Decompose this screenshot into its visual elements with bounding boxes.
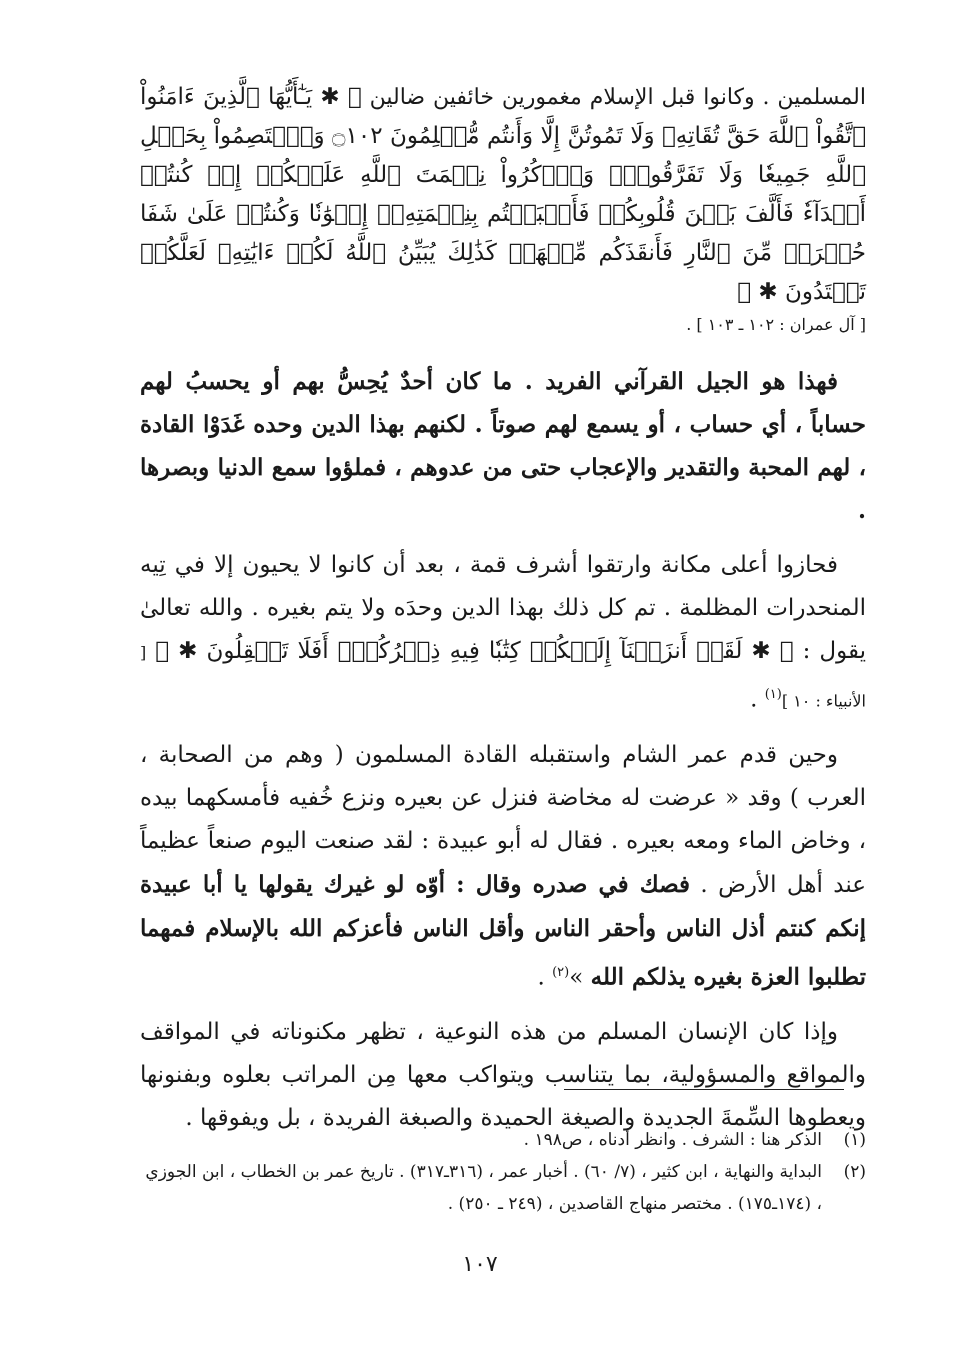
end-mark: . <box>537 964 545 991</box>
footnotes <box>140 1124 866 1220</box>
footnote-ref-2[interactable]: (٢) <box>552 964 570 980</box>
footnote-2 <box>140 1156 866 1220</box>
citation-al-imran: [ آل عمران : ١٠٢ ـ ١٠٣ ] . <box>686 315 866 334</box>
paragraph-quranic-generation: فهذا هو الجيل القرآني الفريد . ما كان أحدٌ يُحِسُّ بهم أو يحسبُ لهم حساباً ، أي حساب ، أو يسمع لهم صوتاً . لكنهم بهذا الدين وحده غَدَوْا القادة ، لهم المحبة والتقدير والإعجاب حتى من عدوهم ، فملؤوا سمع الدنيا وبصرها . <box>140 368 866 524</box>
footnote-ref-1[interactable]: (١) <box>764 687 782 702</box>
quote-close: » <box>569 964 584 991</box>
quran-verse-al-anbiya: ﴿ ✱ لَقَدۡ أَنزَلۡنَآ إِلَيۡكُمۡ كِتَٰبٗا فِيهِ ذِكۡرُكُمۡۚ أَفَلَا تَعۡقِلُونَ ✱ ﴾ <box>155 638 794 664</box>
umar-quote: فصك في صدره وقال : أوّه لو غيرك يقولها يا أبا عبيدة إنكم كنتم أذل الناس وأحقر الناس وأقل الناس فأعزكم الله بالإسلام فمهما تطلبوا العزة بغيره يذلكم الله <box>140 870 866 991</box>
paragraph-muslim-person: وإذا كان الإنسان المسلم من هذه النوعية ، تظهر مكنوناته في المواقف والمواقع والمسؤولية، بما يتناسب ويتواكب معها مِن المراتب بعلوه وبفنونها ويعطوها السِّمةَ الجديدة والصيغة الحميدة والصبغة الفريدة ، بل ويفوقها . <box>140 1019 866 1132</box>
footnote-number: (٢) <box>843 1162 866 1182</box>
intro-text: المسلمين . وكانوا قبل الإسلام مغمورين خائفين ضالين <box>369 85 866 110</box>
end-mark: . <box>750 686 758 713</box>
paragraph-text: وحين قدم عمر الشام واستقبله القادة المسلمون ( وهم من الصحابة ، العرب ) وقد « عرضت له مخاضة فنزل عن بعيره ونزع خُفيه فأمسكهما بيده ، وخاض الماء ومعه بعيره . فقال له أبو عبيدة : لقد صنعت اليوم صنعاً عظيماً عند أهل الأرض . <box>140 741 866 898</box>
footnote-text: الذكر هنا : الشرف . وانظر أدناه ، ص١٩٨ . <box>523 1130 822 1150</box>
footnote-text: البداية والنهاية ، ابن كثير ، (٧/ ٦٠) . أخبار عمر ، (٣١٦ـ٣١٧) . تاريخ عمر بن الخطاب ، ابن الجوزي ، (١٧٤ـ١٧٥) . مختصر منهاج القاصدين ، (٢٤٩ ـ ٢٥٠) . <box>145 1162 822 1214</box>
page-number: ١٠٧ <box>462 1252 498 1277</box>
paragraph-high-status <box>140 544 866 722</box>
quran-verse-al-imran: ﴿ ✱ يَـٰٓأَيُّهَا ٱلَّذِينَ ءَامَنُواْ ٱتَّقُواْ ٱللَّهَ حَقَّ تُقَاتِهِۦ وَلَا تَمُوتُنَّ إِلَّا وَأَنتُم مُّسۡلِمُونَ ۝١٠٢ وَٱعۡتَصِمُواْ بِحَبۡلِ ٱللَّهِ جَمِيعٗا وَلَا تَفَرَّقُواْۚ وَٱذۡكُرُواْ نِعۡمَتَ ٱللَّهِ عَلَيۡكُمۡ إِذۡ كُنتُمۡ أَعۡدَآءٗ فَأَلَّفَ بَيۡنَ قُلُوبِكُمۡ فَأَصۡبَحۡتُم بِنِعۡمَتِهِۦٓ إِخۡوَٰنٗا وَكُنتُمۡ عَلَىٰ شَفَا حُفۡرَةٖ مِّنَ ٱلنَّارِ فَأَنقَذَكُم مِّنۡهَاۗ كَذَٰلِكَ يُبَيِّنُ ٱللَّهُ لَكُمۡ ءَايَٰتِهِۦ لَعَلَّكُمۡ تَهۡتَدُونَ ✱ ﴾ <box>140 84 866 305</box>
paragraph-intro <box>140 78 866 312</box>
paragraph-text: فحازوا أعلى مكانة وارتقوا أشرف قمة ، بعد أن كانوا لا يحيون إلا في تِيه المنحدرات المظلمة . تم كل ذلك بهذا الدين وحدَه ولا يتم بغيره . والله تعالىٰ يقول : <box>140 552 867 664</box>
footnote-divider <box>564 1089 844 1090</box>
footnote-number: (١) <box>843 1130 866 1150</box>
page-body <box>140 78 866 1140</box>
citation-al-anbiya: [ الأنبياء : ١٠ ] <box>140 643 866 711</box>
paragraph-umar-story <box>140 734 866 1000</box>
footnote-1 <box>140 1124 866 1156</box>
